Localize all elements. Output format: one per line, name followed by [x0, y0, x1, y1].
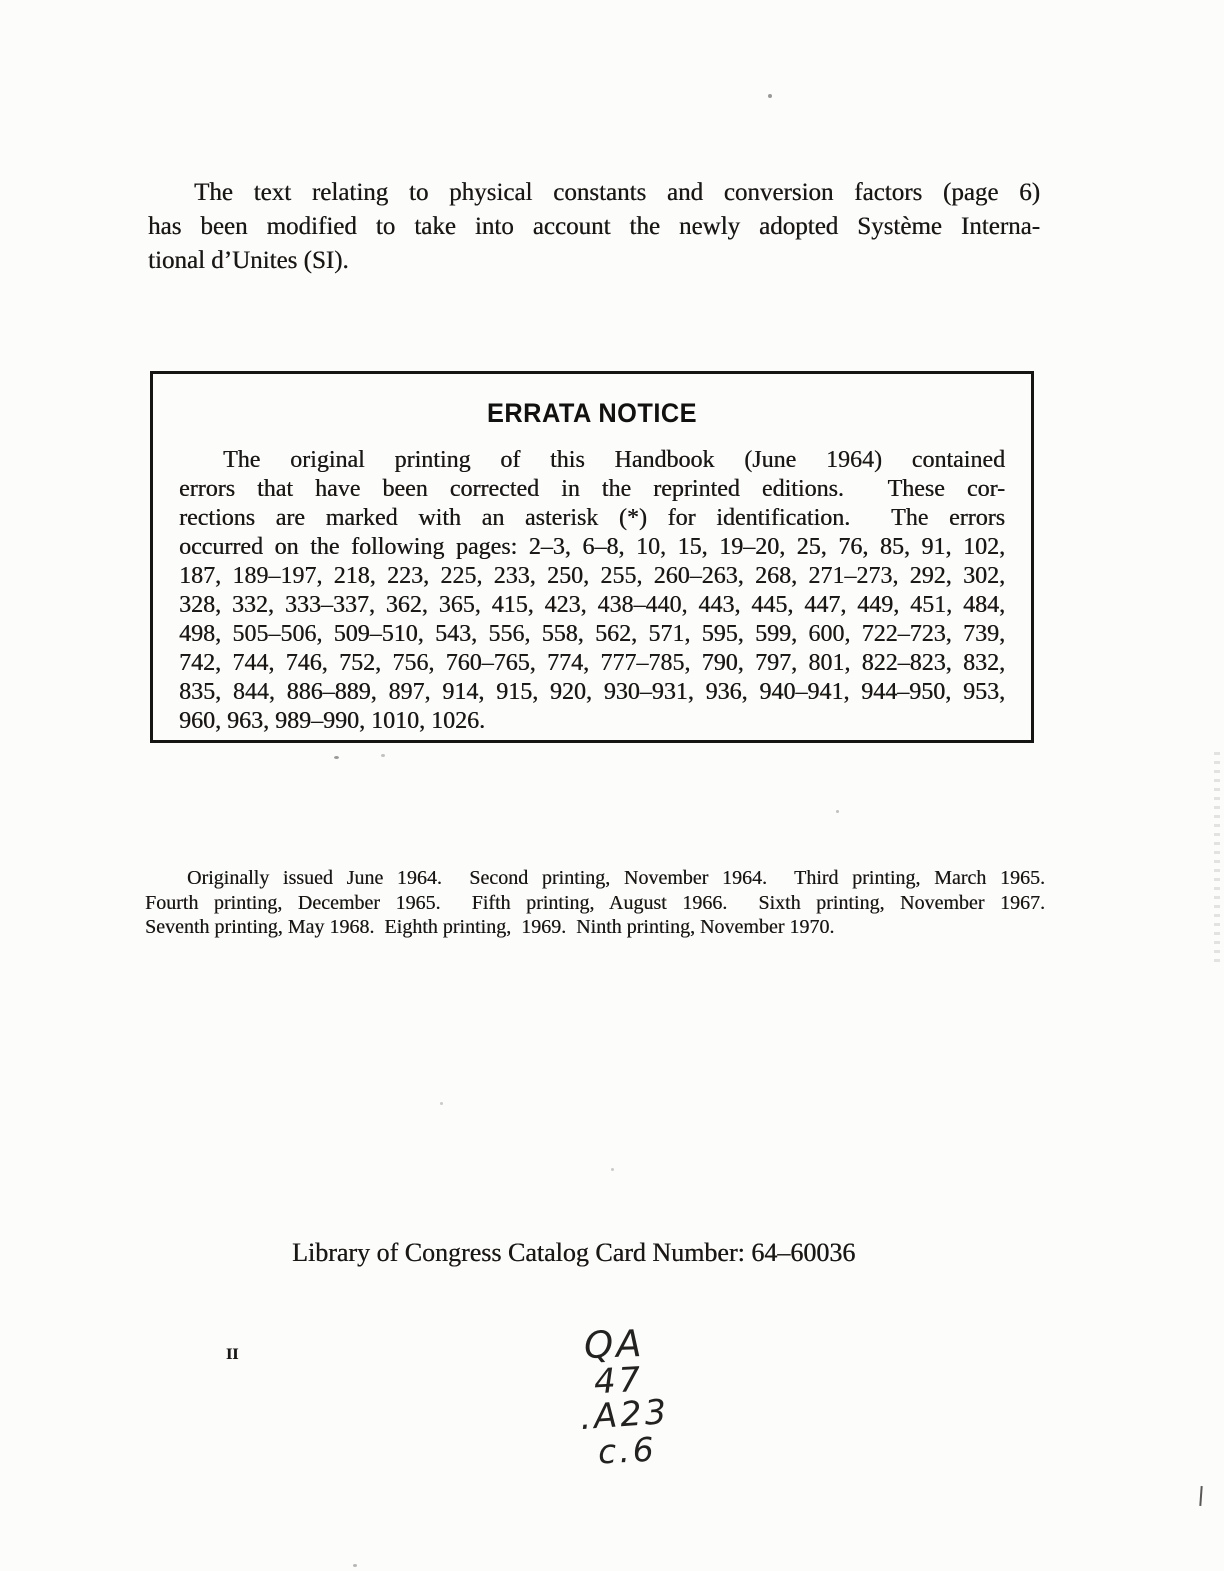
call-number-line: .A23	[578, 1391, 671, 1439]
call-number-line: QA	[583, 1321, 646, 1368]
intro-paragraph: The text relating to physical constants and conversion factors (page 6) has been modified to take into account the newly adopted Système Interna- tional d’Unites (SI).	[148, 179, 1040, 274]
library-of-congress-line: Library of Congress Catalog Card Number: 64–60036	[292, 1238, 856, 1267]
scan-speck	[611, 1168, 614, 1171]
scan-speck	[836, 810, 839, 813]
errata-notice-body: The original printing of this Handbook (June 1964) contained errors that have been corrected in the reprinted editions. These cor- rections are marked with an asterisk (*) for identification. The errors occurred on the following pages: 2–3, 6–8, 10, 15, 19–20, 25, 76, 85, 91, 102, 187, 189–197, 218, 223, 225, 233, 250, 255, 260–263, 268, 271–273, 292, 302, 328, 332, 333–337, 362, 365, 415, 423, 438–440, 443, 445, 447, 449, 451, 484, 498, 505–506, 509–510, 543, 556, 558, 562, 571, 595, 599, 600, 722–723, 739, 742, 744, 746, 752, 756, 760–765, 774, 777–785, 790, 797, 801, 822–823, 832, 835, 844, 886–889, 897, 914, 915, 920, 930–931, 936, 940–941, 944–950, 953, 960, 963, 989–990, 1010, 1026.	[179, 447, 1005, 734]
scan-speck	[381, 754, 385, 757]
scan-speck	[440, 1102, 443, 1105]
page-number: II	[226, 1346, 239, 1363]
scan-edge-noise	[1214, 752, 1220, 964]
call-number-line: 47	[592, 1359, 645, 1403]
errata-notice-title: ERRATA NOTICE	[486, 398, 698, 428]
scan-speck	[334, 756, 339, 759]
call-number-line: c.6	[597, 1429, 658, 1472]
errata-notice-box	[150, 371, 1034, 743]
scan-speck	[768, 94, 772, 98]
scan-speck	[353, 1564, 357, 1567]
scan-edge-tick	[1199, 1486, 1202, 1506]
printing-history-paragraph: Originally issued June 1964. Second printing, November 1964. Third printing, March 1965. Fourth printing, December 1965. Fifth printing, August 1966. Sixth printing, November 1967. Seventh printing, May 1968. Eighth printing, 1969. Ninth printing, November 1970.	[145, 867, 1045, 938]
